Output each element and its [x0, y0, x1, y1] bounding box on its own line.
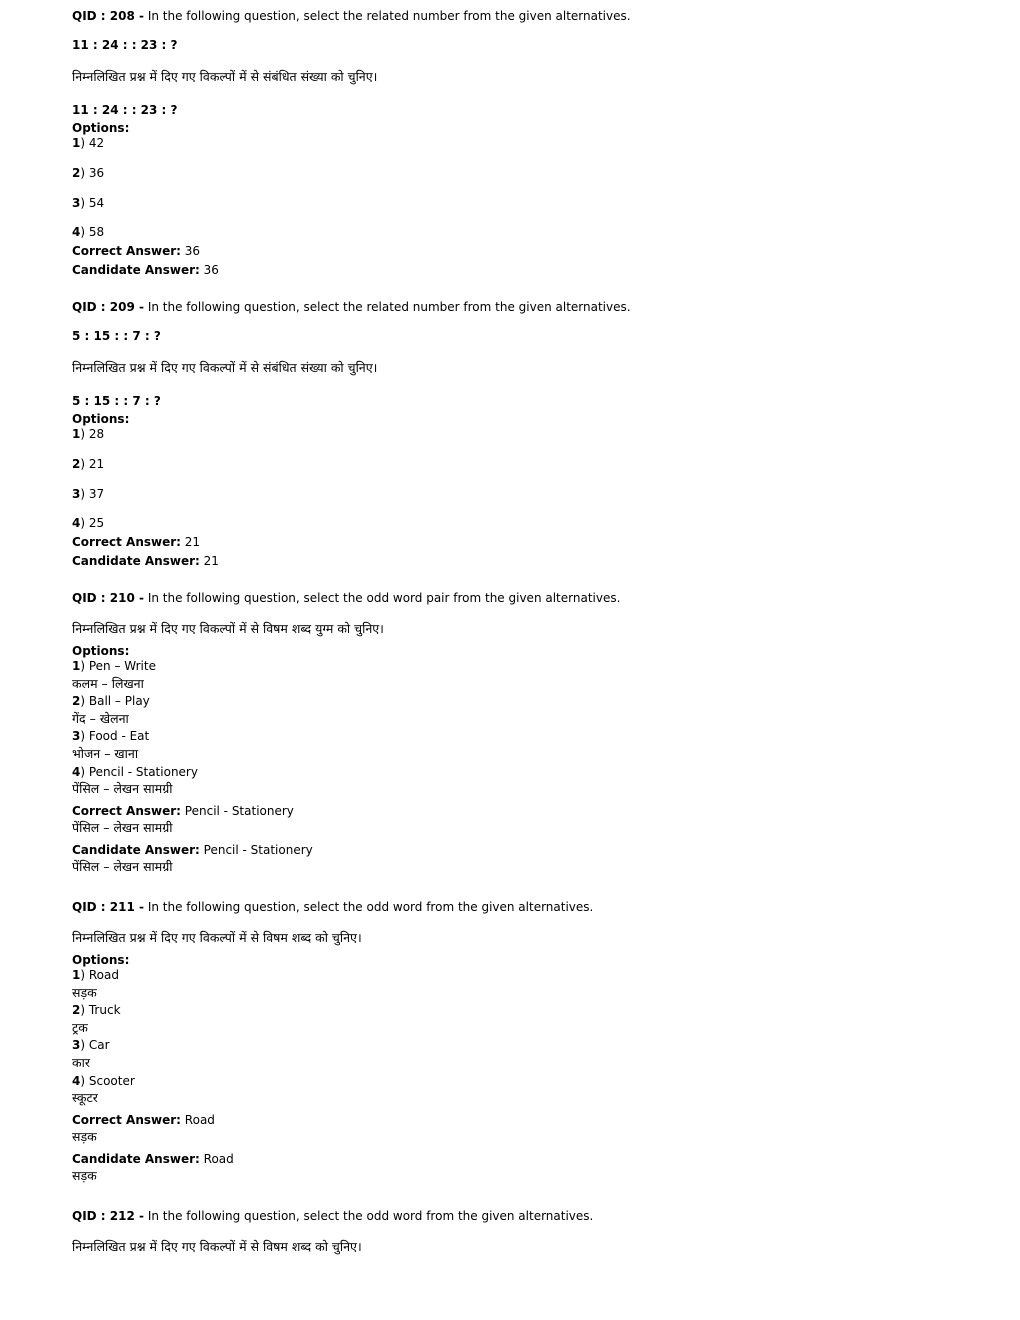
option-item: 1) 42 — [72, 136, 105, 150]
option-text: Pen – Write — [88, 659, 156, 673]
option-item: 3) 54 — [72, 196, 105, 210]
option-text-hi: भोजन – खाना — [72, 746, 139, 761]
question-text-en: In the following question, select the odd word from the given alternatives. — [147, 1209, 594, 1223]
option-text: 25 — [88, 516, 105, 530]
correct-answer-label: Correct Answer: — [72, 1113, 181, 1127]
option-text-hi: कार — [72, 1055, 90, 1070]
question-text-hi: निम्नलिखित प्रश्न में दिए गए विकल्पों में से विषम शब्द को चुनिए। — [72, 930, 362, 945]
option-item: 1) Pen – Write — [72, 659, 156, 673]
option-number: 4 — [72, 1074, 81, 1088]
candidate-answer-label: Candidate Answer: — [72, 554, 200, 568]
qid-label: QID : 212 - — [72, 1209, 144, 1223]
question-text-hi: निम्नलिखित प्रश्न में दिए गए विकल्पों में से संबंधित संख्या को चुनिए। — [72, 360, 378, 375]
question-header — [72, 899, 593, 915]
correct-answer-label: Correct Answer: — [72, 804, 181, 818]
correct-answer-value: 36 — [184, 244, 201, 258]
option-item: 3) Food - Eat — [72, 729, 150, 743]
option-item: 4) 25 — [72, 516, 105, 530]
qid-label: QID : 209 - — [72, 300, 144, 314]
option-item: 3) 37 — [72, 487, 105, 501]
option-number: 2 — [72, 694, 81, 708]
option-number: 3 — [72, 487, 81, 501]
option-text-hi: कलम – लिखना — [72, 676, 144, 691]
option-number: 3 — [72, 729, 81, 743]
question-header — [72, 1208, 593, 1224]
correct-answer — [72, 243, 200, 259]
correct-answer — [72, 1112, 215, 1128]
question-text-hi: निम्नलिखित प्रश्न में दिए गए विकल्पों में से विषम शब्द को चुनिए। — [72, 1239, 362, 1254]
option-text: 58 — [88, 225, 105, 239]
candidate-answer-label: Candidate Answer: — [72, 1152, 200, 1166]
option-text: 21 — [88, 457, 105, 471]
candidate-answer-label: Candidate Answer: — [72, 263, 200, 277]
option-text-hi: सड़क — [72, 985, 97, 1000]
option-text-hi: स्कूटर — [72, 1090, 98, 1105]
option-text: Truck — [88, 1003, 121, 1017]
qid-label: QID : 208 - — [72, 9, 144, 23]
option-item: 1) Road — [72, 968, 119, 982]
question-text-en: In the following question, select the odd word pair from the given alternatives. — [147, 591, 621, 605]
options-label: Options: — [72, 953, 130, 967]
question-text-en: In the following question, select the odd word from the given alternatives. — [147, 900, 594, 914]
option-number: 1 — [72, 136, 81, 150]
option-item: 4) Pencil - Stationery — [72, 765, 198, 779]
candidate-answer — [72, 262, 219, 278]
option-item: 1) 28 — [72, 427, 105, 441]
ratio-en: 11 : 24 : : 23 : ? — [72, 38, 178, 52]
options-label: Options: — [72, 644, 130, 658]
correct-answer-value: Road — [184, 1113, 215, 1127]
correct-answer — [72, 534, 200, 550]
candidate-answer-hi: पेंसिल – लेखन सामग्री — [72, 859, 173, 874]
option-text-hi: ट्रक — [72, 1020, 88, 1035]
option-text: Scooter — [88, 1074, 135, 1088]
question-text-en: In the following question, select the related number from the given alternatives. — [147, 300, 631, 314]
options-label: Options: — [72, 121, 130, 135]
candidate-answer-value: Road — [203, 1152, 234, 1166]
option-number: 2 — [72, 1003, 81, 1017]
question-header — [72, 590, 620, 606]
option-text-hi: गेंद – खेलना — [72, 711, 129, 726]
option-number: 1 — [72, 427, 81, 441]
candidate-answer-value: Pencil - Stationery — [203, 843, 313, 857]
option-text: Food - Eat — [88, 729, 150, 743]
ratio-hi: 11 : 24 : : 23 : ? — [72, 103, 178, 117]
correct-answer — [72, 803, 294, 819]
correct-answer-label: Correct Answer: — [72, 535, 181, 549]
option-text: Ball – Play — [88, 694, 150, 708]
question-header — [72, 8, 631, 24]
correct-answer-value: Pencil - Stationery — [184, 804, 294, 818]
candidate-answer — [72, 842, 313, 858]
option-number: 2 — [72, 457, 81, 471]
option-text: Pencil - Stationery — [88, 765, 198, 779]
question-header — [72, 299, 631, 315]
candidate-answer-value: 21 — [203, 554, 219, 568]
option-number: 1 — [72, 968, 81, 982]
ratio-hi: 5 : 15 : : 7 : ? — [72, 394, 161, 408]
option-number: 1 — [72, 659, 81, 673]
option-item: 2) 36 — [72, 166, 105, 180]
correct-answer-label: Correct Answer: — [72, 244, 181, 258]
option-text: 37 — [88, 487, 105, 501]
candidate-answer — [72, 1151, 234, 1167]
option-number: 3 — [72, 196, 81, 210]
correct-answer-value: 21 — [184, 535, 201, 549]
question-text-hi: निम्नलिखित प्रश्न में दिए गए विकल्पों में से विषम शब्द युग्म को चुनिए। — [72, 621, 384, 636]
question-text-en: In the following question, select the related number from the given alternatives. — [147, 9, 631, 23]
options-label: Options: — [72, 412, 130, 426]
correct-answer-hi: पेंसिल – लेखन सामग्री — [72, 820, 173, 835]
option-number: 3 — [72, 1038, 81, 1052]
option-number: 4 — [72, 225, 81, 239]
option-text: 28 — [88, 427, 105, 441]
qid-label: QID : 210 - — [72, 591, 144, 605]
option-item: 2) Truck — [72, 1003, 121, 1017]
option-text: Road — [88, 968, 119, 982]
option-item: 2) Ball – Play — [72, 694, 150, 708]
option-item: 4) 58 — [72, 225, 105, 239]
option-item: 3) Car — [72, 1038, 110, 1052]
ratio-en: 5 : 15 : : 7 : ? — [72, 329, 161, 343]
option-text-hi: पेंसिल – लेखन सामग्री — [72, 781, 173, 796]
option-text: 42 — [88, 136, 105, 150]
qid-label: QID : 211 - — [72, 900, 144, 914]
question-text-hi: निम्नलिखित प्रश्न में दिए गए विकल्पों में से संबंधित संख्या को चुनिए। — [72, 69, 378, 84]
option-text: 54 — [88, 196, 105, 210]
option-text: 36 — [88, 166, 105, 180]
candidate-answer-label: Candidate Answer: — [72, 843, 200, 857]
candidate-answer — [72, 553, 219, 569]
candidate-answer-hi: सड़क — [72, 1168, 97, 1183]
option-item: 4) Scooter — [72, 1074, 135, 1088]
option-number: 2 — [72, 166, 81, 180]
candidate-answer-value: 36 — [203, 263, 219, 277]
option-number: 4 — [72, 765, 81, 779]
option-number: 4 — [72, 516, 81, 530]
option-item: 2) 21 — [72, 457, 105, 471]
correct-answer-hi: सड़क — [72, 1129, 97, 1144]
option-text: Car — [88, 1038, 110, 1052]
